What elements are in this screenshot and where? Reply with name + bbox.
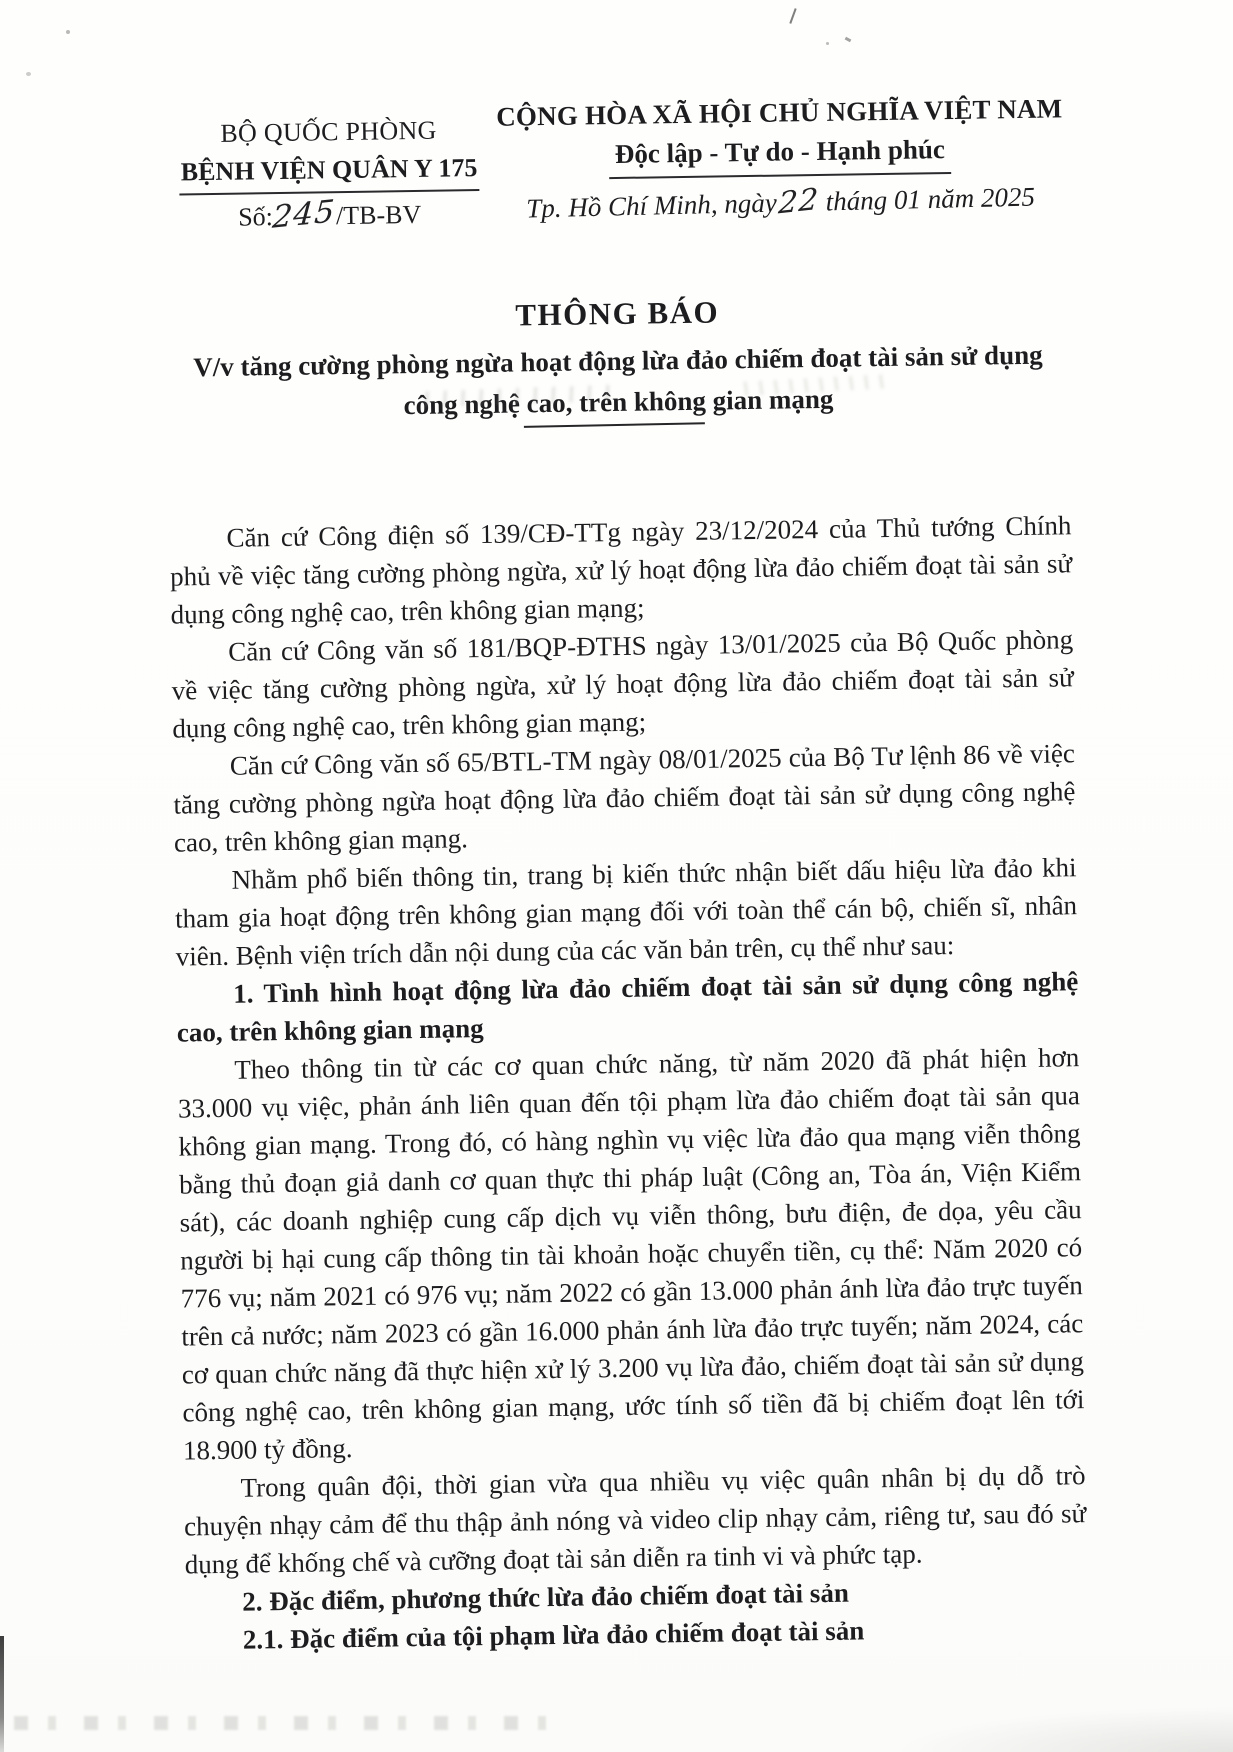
day-handwritten: 22 — [777, 181, 821, 222]
scan-mark — [26, 72, 31, 76]
document-body — [169, 506, 1088, 1659]
document-content — [163, 89, 1088, 1659]
document-number-handwritten: 245 — [271, 193, 337, 236]
paragraph-purpose: Nhằm phổ biến thông tin, trang bị kiến thức nhận biết dấu hiệu lừa đảo khi tham gia hoạt động trên không gian mạng đối với toàn thể cán bộ, chiến sĩ, nhân viên. Bệnh viện trích dẫn nội dung của các văn bản trên, cụ thể như sau: — [174, 852, 1078, 972]
place-date-prefix: Tp. Hồ Chí Minh, ngày — [525, 187, 778, 224]
section-heading-1: 1. Tình hình hoạt động lừa đảo chiếm đoạt tài sản sử dụng công nghệ cao, trên không gian mạng — [176, 966, 1079, 1048]
subject-underline-mark — [524, 422, 705, 428]
scan-streak — [14, 1716, 574, 1730]
section-heading-2-1: 2.1. Đặc điểm của tội phạm lừa đảo chiếm đoạt tài sản — [242, 1615, 865, 1655]
parent-org-name: BỘ QUỐC PHÒNG — [220, 115, 437, 148]
subject-line-2 — [403, 379, 833, 426]
paragraph-military: Trong quân đội, thời gian vừa qua nhiều vụ việc quân nhân bị dụ dỗ trò chuyện nhạy cảm để thu thập ảnh nóng và video clip nhạy cảm, riêng tư, sau đó sử dụng để khống chế và cưỡng đoạt tài sản diễn ra tinh vi và phức tạp. — [183, 1460, 1087, 1580]
motto-wrap — [494, 127, 1067, 180]
scan-mark — [845, 37, 852, 42]
document-subject — [167, 334, 1070, 429]
paragraph-statistics: Theo thông tin từ các cơ quan chức năng, từ năm 2020 đã phát hiện hơn 33.000 vụ việc, phản ánh liên quan đến tội phạm lừa đảo chiếm đoạt tài sản qua không gian mạng. Trong đó, có hàng nghìn vụ việc lừa đảo qua mạng viễn thông bằng thủ đoạn giả danh cơ quan thực thi pháp luật (Công an, Tòa án, Viện Kiểm sát), các doanh nghiệp cung cấp dịch vụ viễn thông, bưu điện, đe dọa, yêu cầu người bị hại cung cấp thông tin tài khoản hoặc chuyển tiền, cụ thể: Năm 2020 có 776 vụ; năm 2021 có 976 vụ; năm 2022 có gần 13.000 phản ánh lừa đảo trực tuyến trên cả nước; năm 2023 có gần 16.000 phản ánh lừa đảo trực tuyến; năm 2024, các cơ quan chức năng đã thực hiện xử lý 3.200 vụ lừa đảo, chiếm đoạt tài sản sử dụng công nghệ cao, trên không gian mạng, ước tính số tiền đã bị chiếm đoạt lên tới 18.900 tỷ đồng. — [177, 1042, 1085, 1466]
place-date-line — [494, 176, 1067, 229]
org-name-wrap — [164, 148, 495, 197]
scan-edge-shadow — [0, 1636, 4, 1752]
issuing-agency-block — [163, 98, 495, 239]
section-heading-2: 2. Đặc điểm, phương thức lừa đảo chiếm đoạt tài sản — [242, 1577, 850, 1617]
motto-line: Độc lập - Tự do - Hạnh phúc — [609, 129, 952, 179]
date-suffix: tháng 01 năm 2025 — [825, 181, 1036, 217]
title-block — [166, 287, 1070, 429]
scan-mark — [66, 30, 70, 34]
country-line: CỘNG HÒA XÃ HỘI CHỦ NGHĨA VIỆT NAM — [496, 93, 1063, 132]
document-number-suffix: /TB-BV — [335, 199, 422, 231]
document-number — [164, 194, 495, 239]
document-header — [163, 89, 1067, 238]
scan-mark — [826, 42, 829, 45]
paragraph-can-cu-2: Căn cứ Công văn số 181/BQP-ĐTHS ngày 13/01/2025 của Bộ Quốc phòng về việc tăng cường phòng ngừa, xử lý hoạt động lừa đảo chiếm đoạt tài sản sử dụng công nghệ cao, trên không gian mạng; — [171, 624, 1074, 744]
paragraph-can-cu-1: Căn cứ Công điện số 139/CĐ-TTg ngày 23/12/2024 của Thủ tướng Chính phủ về việc tăng cường phòng ngừa, xử lý hoạt động lừa đảo chiếm đoạt tài sản sử dụng công nghệ cao, trên không gian mạng; — [169, 510, 1073, 630]
document-title: THÔNG BÁO — [515, 294, 720, 333]
subject-line-2-text: công nghệ cao, trên không gian mạng — [403, 383, 834, 421]
document-number-label: Số: — [237, 202, 274, 232]
org-name: BỆNH VIỆN QUÂN Y 175 — [178, 148, 479, 195]
subject-line-1: V/v tăng cường phòng ngừa hoạt động lừa đảo chiếm đoạt tài sản sử dụng — [193, 339, 1043, 383]
scan-mark — [789, 8, 796, 24]
paragraph-can-cu-3: Căn cứ Công văn số 65/BTL-TM ngày 08/01/2025 của Bộ Tư lệnh 86 về việc tăng cường phòng ngừa hoạt động lừa đảo chiếm đoạt tài sản sử dụng công nghệ cao, trên không gian mạng. — [173, 738, 1076, 858]
scan-corner-shade — [893, 1706, 1233, 1752]
national-motto-block — [493, 89, 1067, 226]
